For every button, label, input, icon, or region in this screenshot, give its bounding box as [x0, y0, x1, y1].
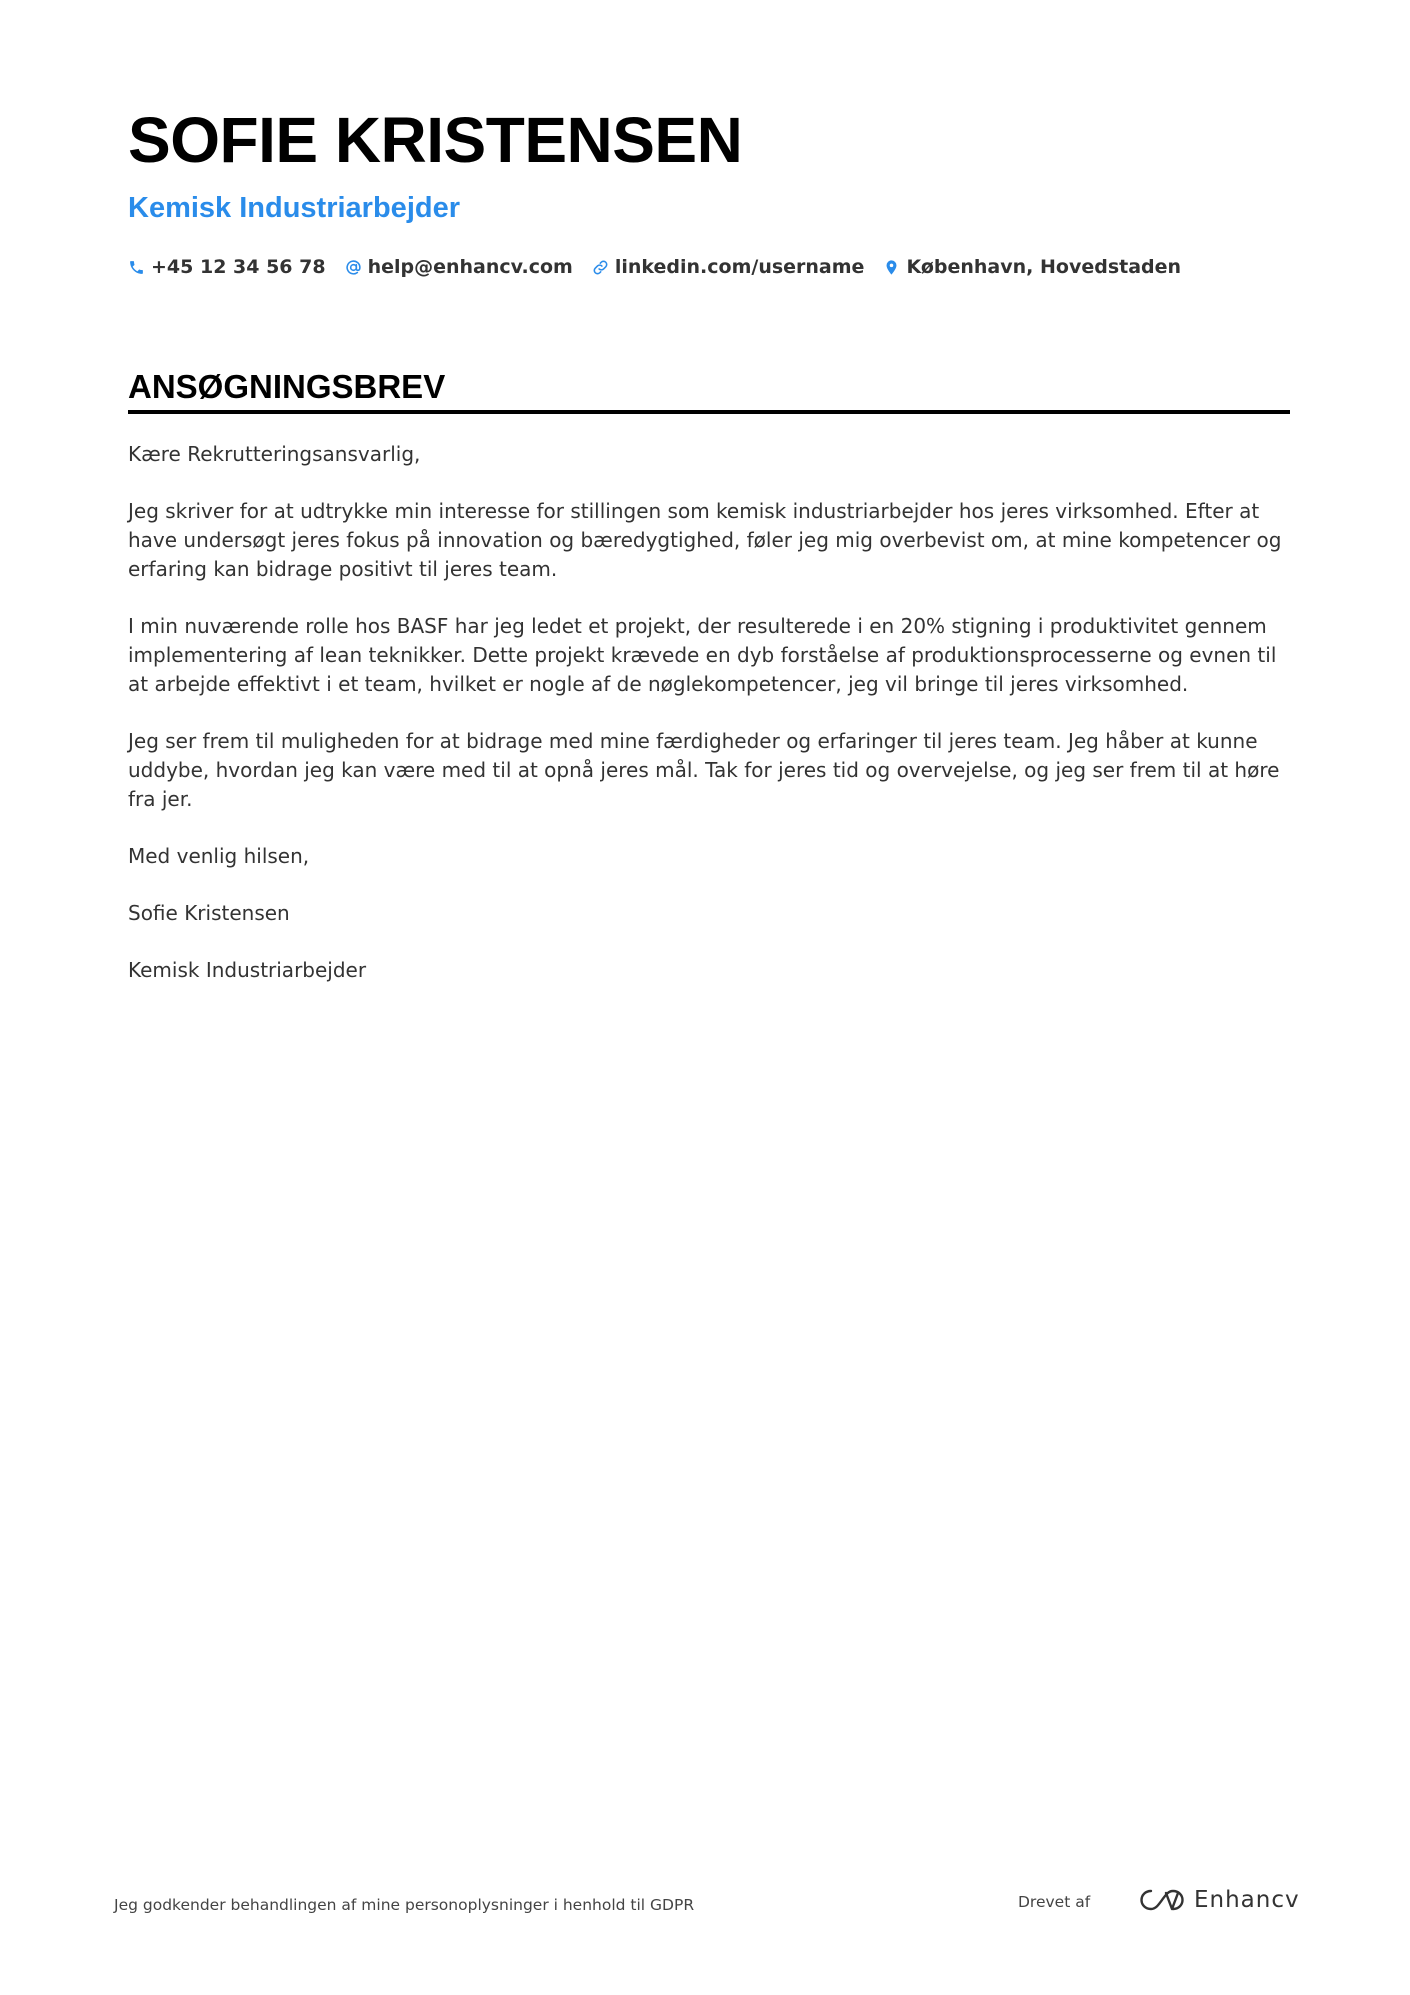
brand-name: Enhancv — [1194, 1887, 1300, 1913]
contact-email — [345, 256, 573, 278]
letter-greeting: Kære Rekrutteringsansvarlig, — [128, 442, 421, 466]
signature-name: Sofie Kristensen — [128, 901, 290, 925]
letter-body — [128, 440, 1290, 1013]
candidate-role: Kemisk Industriarbejder — [128, 192, 460, 224]
contact-bar — [128, 256, 1200, 278]
section-divider — [128, 410, 1290, 414]
letter-paragraph: Jeg skriver for at udtrykke min interesse for stillingen som kemisk industriarbejder hos jeres virksomhed. Efter at have undersøgt jeres fokus på innovation og bæredygtighed, føler jeg mig overbevist om, at mine kompetencer og erfaring kan bidrage positivt til jeres team. — [128, 499, 1282, 581]
contact-phone — [128, 256, 326, 278]
powered-by-label: Drevet af — [1018, 1893, 1091, 1911]
at-icon — [345, 259, 362, 276]
brand-logo[interactable] — [1138, 1887, 1300, 1913]
letter-paragraph: I min nuværende rolle hos BASF har jeg ledet et projekt, der resulterede i en 20% stigning i produktivitet gennem implementering af lean teknikker. Dette projekt krævede en dyb forståelse af produktionsprocesserne og evnen til at arbejde effektivt i et team, hvilket er nogle af de nøglekompetencer, jeg vil bringe til jeres virksomhed. — [128, 614, 1277, 696]
contact-location — [883, 256, 1181, 278]
letter-paragraph: Jeg ser frem til muligheden for at bidrage med mine færdigheder og erfaringer til jeres team. Jeg håber at kunne uddybe, hvordan jeg kan være med til at opnå jeres mål. Tak for jeres tid og overvejelse, og jeg ser frem til at høre fra jer. — [128, 729, 1280, 811]
letter-closing: Med venlig hilsen, — [128, 844, 310, 868]
section-title: ANSØGNINGSBREV — [128, 368, 446, 405]
candidate-name: SOFIE KRISTENSEN — [128, 104, 743, 176]
gdpr-consent: Jeg godkender behandlingen af mine personoplysninger i henhold til GDPR — [114, 1896, 695, 1914]
location-pin-icon — [883, 259, 900, 276]
phone-icon — [128, 259, 145, 276]
enhancv-logo-icon — [1138, 1887, 1186, 1913]
contact-linkedin — [592, 256, 865, 278]
phone-number[interactable]: +45 12 34 56 78 — [151, 256, 326, 278]
link-icon — [592, 259, 609, 276]
linkedin-url[interactable]: linkedin.com/username — [614, 256, 865, 278]
signature-title: Kemisk Industriarbejder — [128, 958, 367, 982]
email-address[interactable]: help@enhancv.com — [367, 256, 573, 278]
location-text: København, Hovedstaden — [906, 256, 1182, 278]
